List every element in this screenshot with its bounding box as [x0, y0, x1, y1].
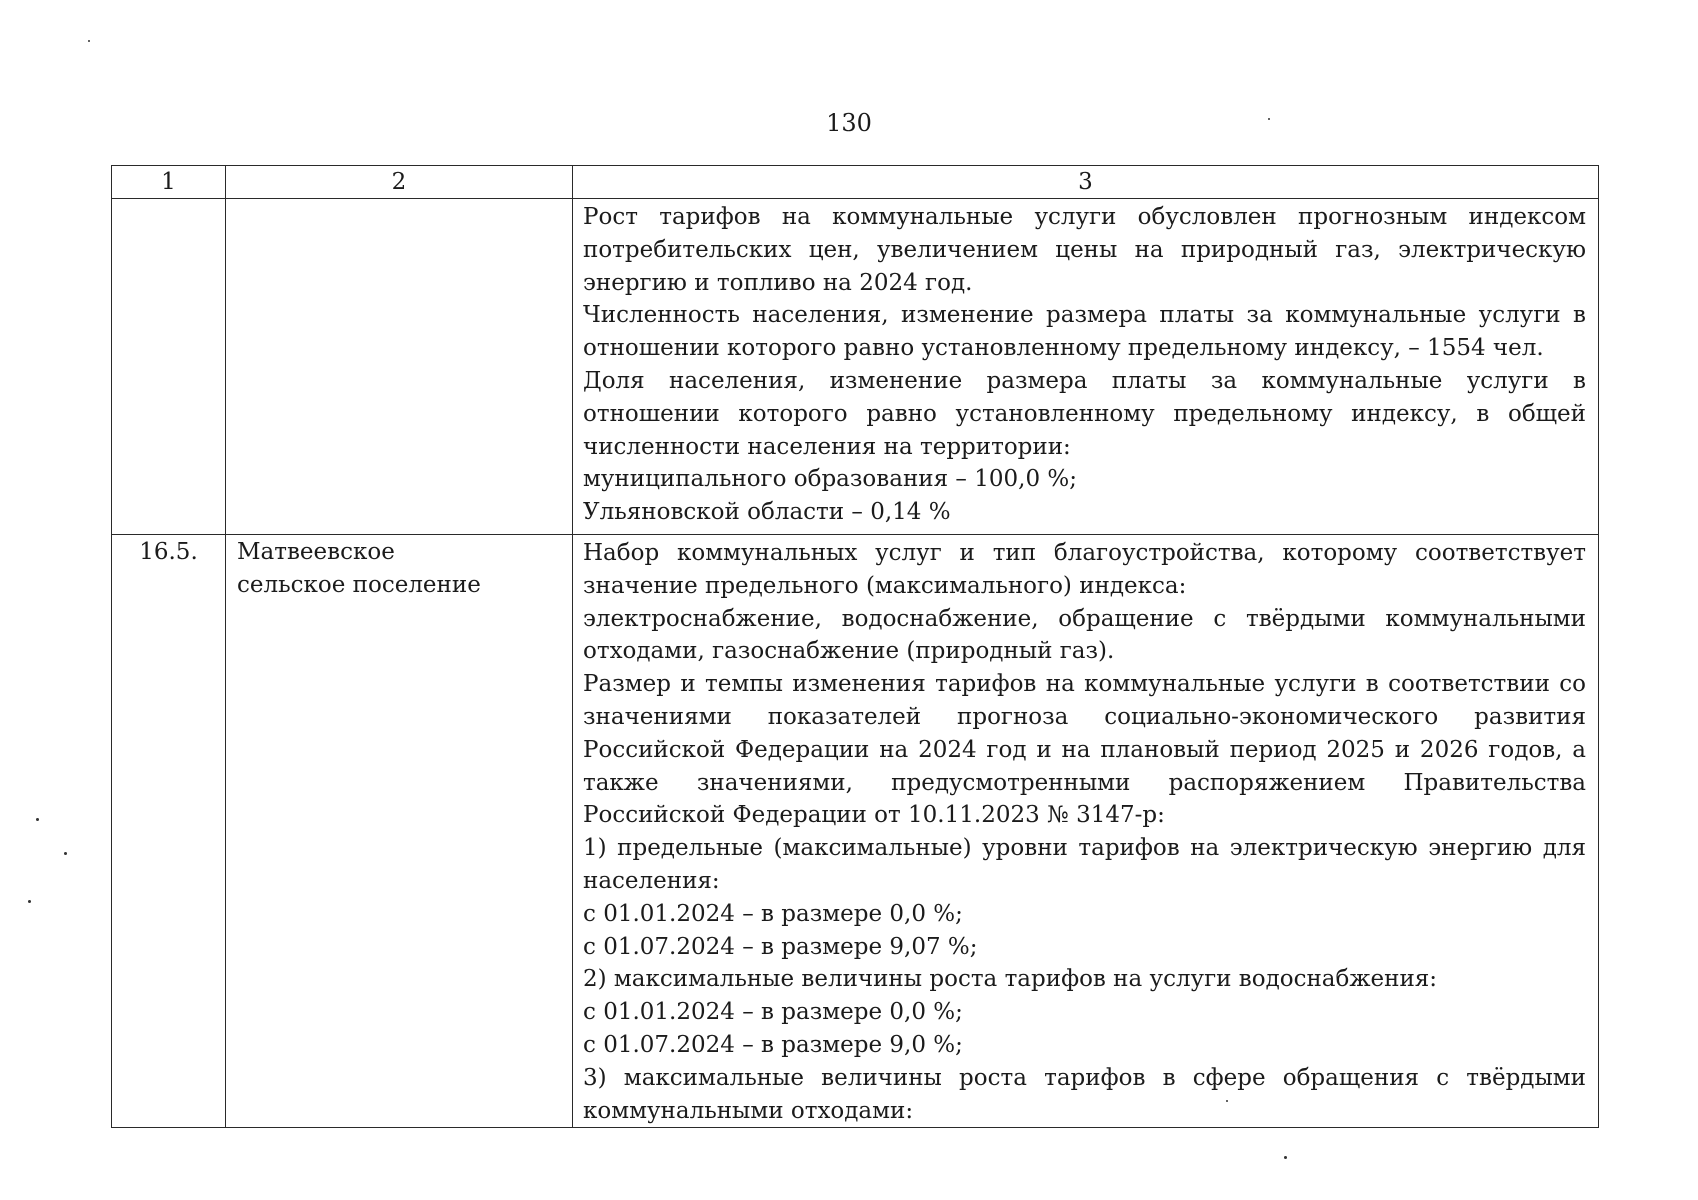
- settlement-name-cell: [226, 199, 573, 535]
- paragraph: с 01.07.2024 – в размере 9,0 %;: [583, 1031, 963, 1058]
- settlement-name-cell: [226, 535, 573, 1128]
- paragraph: электроснабжение, водоснабжение, обращение с твёрдыми коммунальными отходами, газоснабжение (природный газ).: [583, 605, 1586, 665]
- column-header-1: 1: [112, 166, 226, 199]
- paragraph: 1) предельные (максимальные) уровни тарифов на электрическую энергию для населения:: [583, 835, 1586, 894]
- paragraph: с 01.01.2024 – в размере 0,0 %;: [583, 999, 963, 1026]
- description-cell: [573, 535, 1599, 1128]
- row-number-cell: 16.5.: [112, 535, 226, 1128]
- paragraph: муниципального образования – 100,0 %;: [583, 466, 1077, 493]
- scan-speck: [36, 818, 39, 821]
- scan-speck: [64, 852, 67, 855]
- paragraph: Ульяновской области – 0,14 %: [583, 499, 951, 526]
- paragraph: с 01.07.2024 – в размере 9,07 %;: [583, 933, 978, 960]
- scan-speck: [1284, 1156, 1287, 1159]
- row-number-cell: [112, 199, 226, 535]
- description-cell: [573, 199, 1599, 535]
- paragraph: 2) максимальные величины роста тарифов на услуги водоснабжения:: [583, 966, 1438, 993]
- paragraph: Численность населения, изменение размера платы за коммунальные услуги в отношении которого равно установленному предельному индексу, – 1554 чел.: [583, 302, 1586, 362]
- paragraph: 3) максимальные величины роста тарифов в сфере обращения с твёрдыми коммунальными отходами:: [583, 1064, 1586, 1124]
- column-header-3: 3: [573, 166, 1599, 199]
- scan-speck: [1268, 118, 1270, 120]
- column-header-2: 2: [226, 166, 573, 199]
- paragraph: с 01.01.2024 – в размере 0,0 %;: [583, 900, 963, 927]
- table-row: [112, 535, 1599, 1128]
- settlement-name-line: сельское поселение: [237, 571, 481, 598]
- paragraph: Набор коммунальных услуг и тип благоустройства, которому соответствует значение предельного (максимального) индекса:: [583, 540, 1586, 599]
- page-number: 130: [826, 109, 872, 137]
- paragraph: Размер и темпы изменения тарифов на коммунальные услуги в соответствии со значениями показателей прогноза социально-экономического развития Российской Федерации на 2024 год и на плановый период 2025 и 2026 годов, а также значениями, предусмотренными распоряжением Правительства Российской Федерации от 10.11.2023 № 3147-р:: [583, 671, 1586, 829]
- paragraph: Доля населения, изменение размера платы за коммунальные услуги в отношении которого равно установленному предельному индексу, в общей численности населения на территории:: [583, 367, 1586, 460]
- table-row: [112, 199, 1599, 535]
- scan-speck: [28, 900, 31, 903]
- scan-speck: [1226, 1100, 1228, 1102]
- tariff-table: [111, 165, 1599, 1128]
- paragraph: Рост тарифов на коммунальные услуги обусловлен прогнозным индексом потребительских цен, увеличением цены на природный газ, электрическую энергию и топливо на 2024 год.: [583, 204, 1586, 296]
- table-header-row: [112, 166, 1599, 199]
- scan-speck: [88, 40, 90, 42]
- settlement-name-line: Матвеевское: [237, 539, 395, 565]
